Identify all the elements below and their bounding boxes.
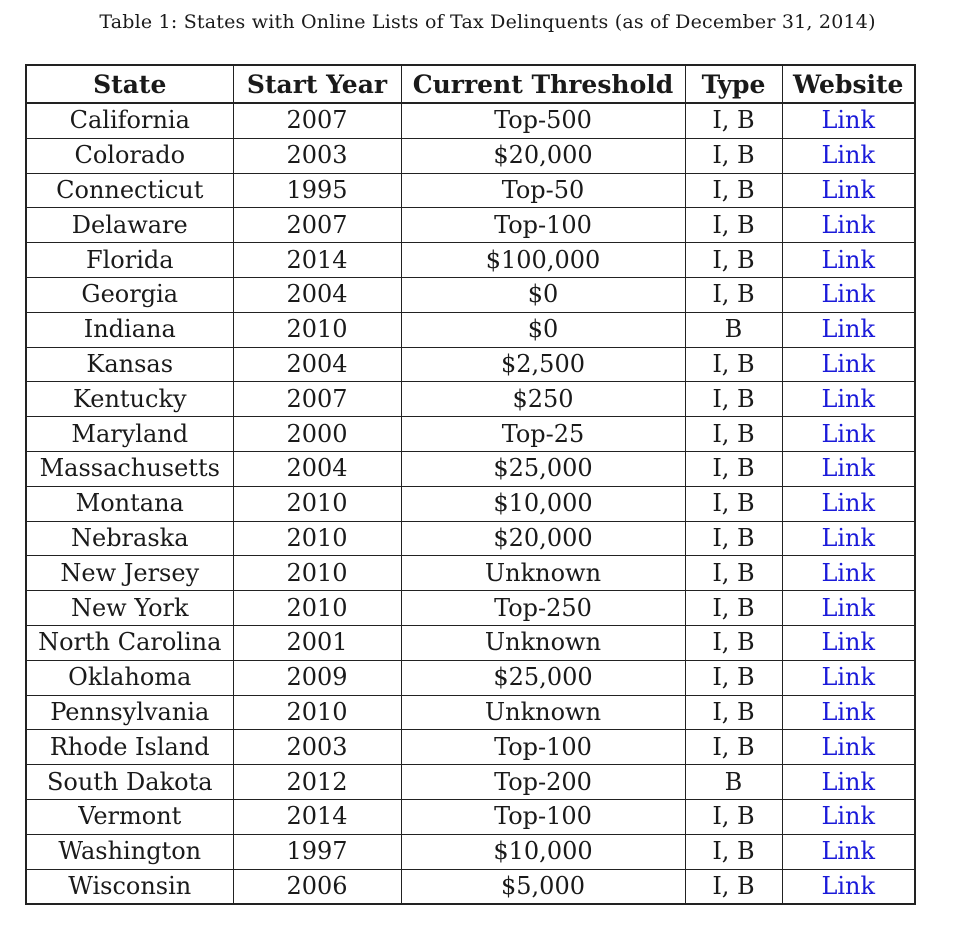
cell-start-year: 2009 xyxy=(233,660,401,695)
website-link[interactable]: Link xyxy=(821,245,876,274)
table-body xyxy=(26,103,915,904)
cell-type: I, B xyxy=(685,208,782,243)
cell-website xyxy=(782,417,915,452)
header-start-year: Start Year xyxy=(233,65,401,103)
cell-start-year: 2014 xyxy=(233,243,401,278)
website-link[interactable]: Link xyxy=(821,523,876,552)
header-current-threshold: Current Threshold xyxy=(401,65,685,103)
cell-state: Washington xyxy=(26,834,233,869)
cell-website xyxy=(782,625,915,660)
cell-website xyxy=(782,138,915,173)
website-link[interactable]: Link xyxy=(821,558,876,587)
cell-website xyxy=(782,208,915,243)
cell-type: I, B xyxy=(685,277,782,312)
website-link[interactable]: Link xyxy=(821,349,876,378)
cell-state: New Jersey xyxy=(26,556,233,591)
cell-threshold: $250 xyxy=(401,382,685,417)
cell-state: New York xyxy=(26,591,233,626)
cell-threshold: $10,000 xyxy=(401,834,685,869)
website-link[interactable]: Link xyxy=(821,280,876,309)
cell-start-year: 2007 xyxy=(233,103,401,138)
table-row xyxy=(26,103,915,138)
table-row xyxy=(26,660,915,695)
cell-type: B xyxy=(685,312,782,347)
cell-website xyxy=(782,486,915,521)
cell-threshold: $0 xyxy=(401,277,685,312)
cell-type: I, B xyxy=(685,451,782,486)
table-row xyxy=(26,799,915,834)
cell-threshold: Top-100 xyxy=(401,730,685,765)
website-link[interactable]: Link xyxy=(821,315,876,344)
cell-type: I, B xyxy=(685,834,782,869)
table-row xyxy=(26,243,915,278)
cell-state: Montana xyxy=(26,486,233,521)
cell-threshold: Unknown xyxy=(401,695,685,730)
cell-start-year: 2001 xyxy=(233,625,401,660)
cell-start-year: 2003 xyxy=(233,138,401,173)
table-row xyxy=(26,451,915,486)
table-row xyxy=(26,486,915,521)
table-row xyxy=(26,417,915,452)
cell-state: Florida xyxy=(26,243,233,278)
cell-state: Kansas xyxy=(26,347,233,382)
table-row xyxy=(26,625,915,660)
table-row xyxy=(26,208,915,243)
cell-state: Pennsylvania xyxy=(26,695,233,730)
cell-website xyxy=(782,834,915,869)
cell-start-year: 2007 xyxy=(233,382,401,417)
table-row xyxy=(26,173,915,208)
cell-threshold: $20,000 xyxy=(401,138,685,173)
header-state: State xyxy=(26,65,233,103)
website-link[interactable]: Link xyxy=(821,141,876,170)
cell-start-year: 2010 xyxy=(233,486,401,521)
cell-type: I, B xyxy=(685,730,782,765)
cell-threshold: Top-250 xyxy=(401,591,685,626)
table-row xyxy=(26,834,915,869)
website-link[interactable]: Link xyxy=(821,454,876,483)
cell-threshold: $20,000 xyxy=(401,521,685,556)
table-row xyxy=(26,695,915,730)
cell-start-year: 2006 xyxy=(233,869,401,904)
cell-threshold: $25,000 xyxy=(401,451,685,486)
cell-start-year: 2004 xyxy=(233,277,401,312)
cell-threshold: Top-50 xyxy=(401,173,685,208)
cell-start-year: 2007 xyxy=(233,208,401,243)
website-link[interactable]: Link xyxy=(821,697,876,726)
cell-state: Delaware xyxy=(26,208,233,243)
cell-type: I, B xyxy=(685,660,782,695)
table-row xyxy=(26,382,915,417)
cell-type: I, B xyxy=(685,382,782,417)
cell-website xyxy=(782,799,915,834)
cell-website xyxy=(782,521,915,556)
table-header-row xyxy=(26,65,915,103)
header-type: Type xyxy=(685,65,782,103)
cell-type: I, B xyxy=(685,695,782,730)
cell-type: I, B xyxy=(685,347,782,382)
table-row xyxy=(26,730,915,765)
cell-threshold: Top-25 xyxy=(401,417,685,452)
table-caption: Table 1: States with Online Lists of Tax Delinquents (as of December 31, 2014) xyxy=(99,11,876,33)
cell-start-year: 2004 xyxy=(233,451,401,486)
cell-state: Rhode Island xyxy=(26,730,233,765)
cell-threshold: Top-100 xyxy=(401,208,685,243)
website-link[interactable]: Link xyxy=(821,210,876,239)
cell-type: I, B xyxy=(685,625,782,660)
cell-state: South Dakota xyxy=(26,765,233,800)
table-row xyxy=(26,765,915,800)
cell-start-year: 2010 xyxy=(233,556,401,591)
cell-threshold: $25,000 xyxy=(401,660,685,695)
table-row xyxy=(26,521,915,556)
cell-state: Vermont xyxy=(26,799,233,834)
website-link[interactable]: Link xyxy=(821,628,876,657)
cell-start-year: 1995 xyxy=(233,173,401,208)
cell-state: Kentucky xyxy=(26,382,233,417)
tax-delinquents-table xyxy=(25,64,916,905)
cell-state: Oklahoma xyxy=(26,660,233,695)
cell-website xyxy=(782,730,915,765)
cell-website xyxy=(782,347,915,382)
cell-website xyxy=(782,556,915,591)
cell-type: I, B xyxy=(685,486,782,521)
website-link[interactable]: Link xyxy=(821,419,876,448)
cell-website xyxy=(782,382,915,417)
cell-threshold: $10,000 xyxy=(401,486,685,521)
cell-start-year: 2010 xyxy=(233,521,401,556)
table-row xyxy=(26,869,915,904)
cell-state: Nebraska xyxy=(26,521,233,556)
cell-state: Connecticut xyxy=(26,173,233,208)
cell-start-year: 1997 xyxy=(233,834,401,869)
cell-type: I, B xyxy=(685,869,782,904)
website-link[interactable]: Link xyxy=(821,802,876,831)
cell-website xyxy=(782,243,915,278)
cell-start-year: 2000 xyxy=(233,417,401,452)
cell-start-year: 2003 xyxy=(233,730,401,765)
website-link[interactable]: Link xyxy=(821,767,876,796)
table-row xyxy=(26,347,915,382)
table-row xyxy=(26,591,915,626)
cell-website xyxy=(782,103,915,138)
cell-website xyxy=(782,591,915,626)
cell-state: Wisconsin xyxy=(26,869,233,904)
cell-type: I, B xyxy=(685,138,782,173)
cell-type: I, B xyxy=(685,556,782,591)
cell-type: I, B xyxy=(685,417,782,452)
header-website: Website xyxy=(782,65,915,103)
cell-start-year: 2010 xyxy=(233,591,401,626)
cell-type: I, B xyxy=(685,173,782,208)
website-link[interactable]: Link xyxy=(821,384,876,413)
table-row xyxy=(26,138,915,173)
cell-type: I, B xyxy=(685,799,782,834)
cell-state: Maryland xyxy=(26,417,233,452)
website-link[interactable]: Link xyxy=(821,663,876,692)
cell-start-year: 2010 xyxy=(233,312,401,347)
cell-website xyxy=(782,312,915,347)
cell-threshold: Unknown xyxy=(401,556,685,591)
cell-website xyxy=(782,660,915,695)
cell-start-year: 2012 xyxy=(233,765,401,800)
cell-threshold: $5,000 xyxy=(401,869,685,904)
website-link[interactable]: Link xyxy=(821,732,876,761)
cell-state: Colorado xyxy=(26,138,233,173)
cell-threshold: $2,500 xyxy=(401,347,685,382)
table-row xyxy=(26,277,915,312)
cell-website xyxy=(782,869,915,904)
cell-threshold: $100,000 xyxy=(401,243,685,278)
website-link[interactable]: Link xyxy=(821,593,876,622)
website-link[interactable]: Link xyxy=(821,106,876,135)
cell-type: B xyxy=(685,765,782,800)
cell-state: Massachusetts xyxy=(26,451,233,486)
cell-threshold: Top-500 xyxy=(401,103,685,138)
cell-start-year: 2014 xyxy=(233,799,401,834)
cell-start-year: 2004 xyxy=(233,347,401,382)
cell-threshold: $0 xyxy=(401,312,685,347)
cell-threshold: Top-200 xyxy=(401,765,685,800)
table-row xyxy=(26,312,915,347)
cell-state: Georgia xyxy=(26,277,233,312)
cell-threshold: Top-100 xyxy=(401,799,685,834)
website-link[interactable]: Link xyxy=(821,489,876,518)
cell-website xyxy=(782,451,915,486)
cell-type: I, B xyxy=(685,103,782,138)
cell-state: Indiana xyxy=(26,312,233,347)
website-link[interactable]: Link xyxy=(821,175,876,204)
website-link[interactable]: Link xyxy=(821,837,876,866)
cell-website xyxy=(782,695,915,730)
cell-threshold: Unknown xyxy=(401,625,685,660)
table-row xyxy=(26,556,915,591)
cell-type: I, B xyxy=(685,591,782,626)
cell-state: California xyxy=(26,103,233,138)
cell-website xyxy=(782,765,915,800)
website-link[interactable]: Link xyxy=(821,871,876,900)
cell-state: North Carolina xyxy=(26,625,233,660)
cell-start-year: 2010 xyxy=(233,695,401,730)
cell-type: I, B xyxy=(685,243,782,278)
cell-type: I, B xyxy=(685,521,782,556)
cell-website xyxy=(782,173,915,208)
cell-website xyxy=(782,277,915,312)
